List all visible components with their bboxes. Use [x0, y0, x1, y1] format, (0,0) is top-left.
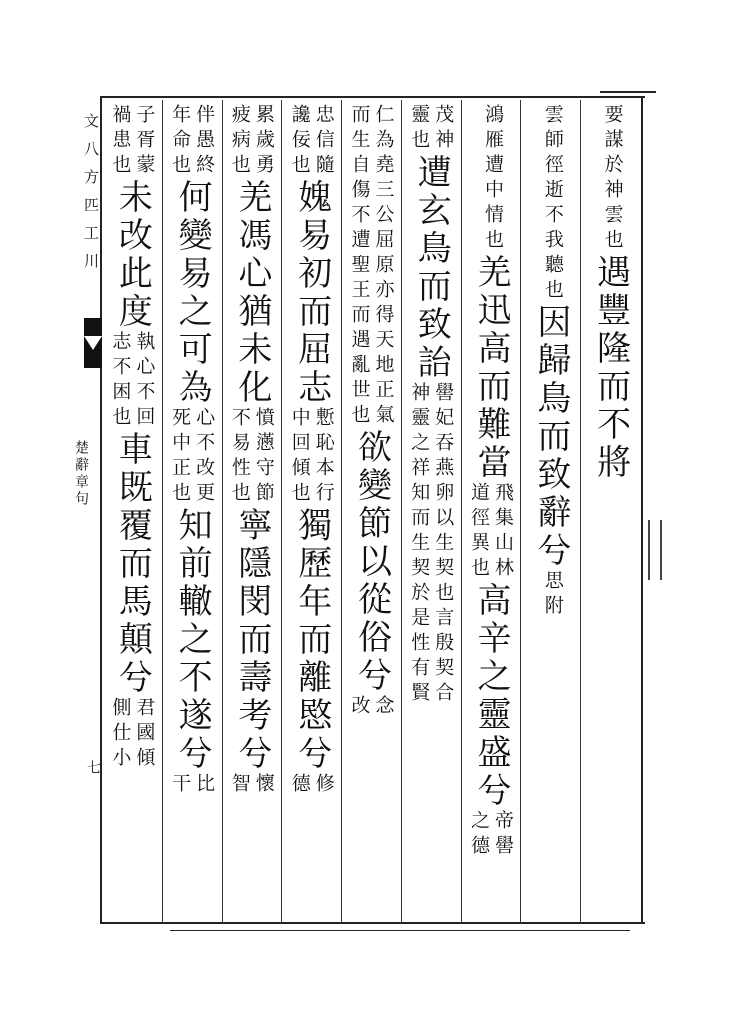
- commentary-pair: [230, 104, 274, 179]
- main-text: 何變易之可為: [172, 179, 213, 407]
- commentary-pair: [469, 482, 513, 582]
- commentary-left: 中回傾也: [288, 407, 311, 507]
- text-column: [103, 100, 163, 924]
- text-column: [342, 100, 402, 924]
- commentary-left: 年命也: [169, 104, 192, 179]
- text-column: [402, 100, 462, 924]
- commentary-right: 執心不回: [133, 331, 156, 431]
- commentary-right: 念: [372, 695, 395, 720]
- commentary-left: 側仕小: [109, 697, 132, 772]
- commentary-pair: [290, 773, 334, 798]
- commentary-pair: [349, 695, 393, 720]
- commentary-right: 比: [193, 773, 216, 798]
- commentary-pair: [469, 810, 513, 860]
- commentary-right: 要謀於神雲也: [601, 104, 624, 254]
- commentary-right: 君國傾: [133, 697, 156, 772]
- text-column: [521, 100, 581, 924]
- commentary-right: 累歲勇: [252, 104, 275, 179]
- commentary-right: 忠信隨: [312, 104, 335, 179]
- main-text: 未改此度: [112, 179, 153, 331]
- commentary-right: 伴愚終: [193, 104, 216, 179]
- commentary-pair: [230, 407, 274, 507]
- commentary-left: 不易性也: [228, 407, 251, 507]
- commentary-left: 神靈之祥知而生契於是性有賢: [408, 382, 431, 707]
- commentary-right: 憤懣守節: [252, 407, 275, 507]
- main-text: 獨歷年而離愍兮: [291, 507, 332, 773]
- bottom-outer-rule: [170, 930, 630, 931]
- edge-glyph: 方: [84, 168, 100, 186]
- main-text: 遭玄鳥而致詒: [411, 154, 452, 382]
- commentary-right: 仁為堯三公屈原亦得天地正氣: [372, 104, 395, 429]
- main-text: 媿易初而屈志: [291, 179, 332, 407]
- main-text: 遇豐隆而不將: [590, 254, 631, 482]
- commentary-pair: [110, 331, 154, 431]
- commentary-pair: [290, 104, 334, 179]
- commentary-left: 之德: [468, 810, 491, 860]
- commentary-pair: [170, 407, 214, 507]
- page-number: 七: [85, 760, 101, 774]
- commentary-right: 修: [312, 773, 335, 798]
- top-border-rule: [100, 96, 645, 98]
- edge-glyph: 工: [84, 224, 100, 242]
- text-column: [223, 100, 283, 924]
- main-text: 因歸鳥而致辭兮: [530, 304, 571, 570]
- commentary-left: 道徑異也: [468, 482, 491, 582]
- book-title-margin: 楚辭章句: [73, 440, 89, 508]
- commentary-right: 鴻雁遭中情也: [482, 104, 505, 254]
- commentary-right: 心不改更: [193, 407, 216, 507]
- text-column: [282, 100, 342, 924]
- commentary-pair: [539, 104, 563, 304]
- commentary-pair: [349, 104, 393, 429]
- text-columns: [103, 100, 640, 920]
- main-text: 寧隱閔而壽考兮: [231, 507, 272, 773]
- edge-glyph: 文: [84, 112, 100, 130]
- main-text: 知前轍之不遂兮: [172, 507, 213, 773]
- text-column: [581, 100, 640, 924]
- commentary-right: 茂神: [432, 104, 455, 154]
- main-text: 羌馮心猶未化: [231, 179, 272, 407]
- commentary-left: 改: [348, 695, 371, 720]
- commentary-pair: [110, 697, 154, 772]
- edge-glyph: 川: [84, 252, 100, 270]
- commentary-pair: [170, 104, 214, 179]
- commentary-left: 靈也: [408, 104, 431, 154]
- commentary-pair: [599, 104, 623, 254]
- commentary-pair: [110, 104, 154, 179]
- commentary-pair: [170, 773, 214, 798]
- text-column: [462, 100, 522, 924]
- commentary-pair: [479, 104, 503, 254]
- right-margin-mark: [648, 520, 662, 580]
- edge-glyph: 八: [84, 140, 100, 158]
- commentary-left: 疲病也: [228, 104, 251, 179]
- commentary-left: 德: [288, 773, 311, 798]
- commentary-left: 干: [169, 773, 192, 798]
- commentary-right: 慙恥本行: [312, 407, 335, 507]
- main-text: 高辛之靈盛兮: [471, 582, 512, 810]
- commentary-right: 嚳妃吞燕卵以生契也言殷契合: [432, 382, 455, 707]
- fishtail-notch: [84, 336, 102, 350]
- main-text: 欲變節以從俗兮: [351, 429, 392, 695]
- commentary-left: 死中正也: [169, 407, 192, 507]
- commentary-right: 雲師徑逝不我聽也: [541, 104, 564, 304]
- commentary-left: 志不困也: [109, 331, 132, 431]
- right-border-rule: [641, 96, 643, 924]
- text-column: [163, 100, 223, 924]
- commentary-left: 讒佞也: [288, 104, 311, 179]
- commentary-pair: [230, 773, 274, 798]
- edge-glyph: 匹: [84, 196, 100, 214]
- commentary-right: 懷: [252, 773, 275, 798]
- commentary-right: 飛集山林: [492, 482, 515, 582]
- commentary-left: 而生自傷不遭聖王而遇亂世也: [348, 104, 371, 429]
- commentary-right: 思附: [541, 570, 564, 620]
- commentary-pair: [409, 104, 453, 154]
- main-text: 羌迅高而難當: [471, 254, 512, 482]
- commentary-right: 子胥蒙: [133, 104, 156, 179]
- commentary-left: 禍患也: [109, 104, 132, 179]
- commentary-right: 帝嚳: [492, 810, 515, 860]
- commentary-pair: [539, 570, 563, 620]
- commentary-left: 智: [228, 773, 251, 798]
- top-outer-rule: [600, 91, 656, 93]
- commentary-pair: [409, 382, 453, 707]
- commentary-pair: [290, 407, 334, 507]
- main-text: 車既覆而馬顛兮: [112, 431, 153, 697]
